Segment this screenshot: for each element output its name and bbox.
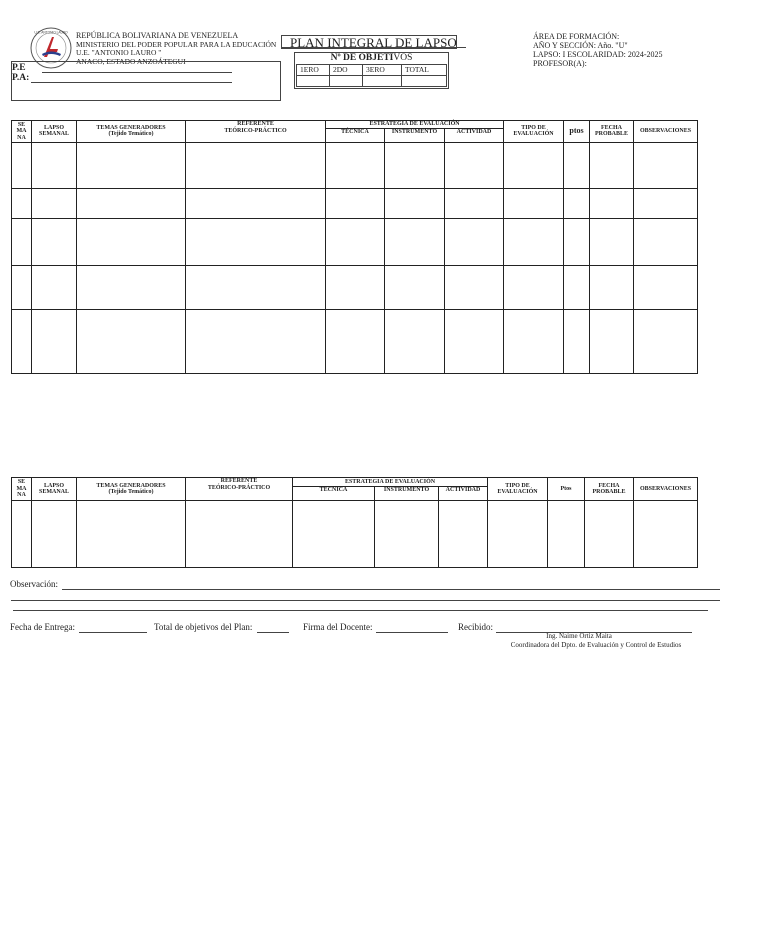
table-row: [12, 265, 698, 309]
pe-field[interactable]: [42, 72, 232, 73]
col-tecnica: TECNICA: [293, 487, 375, 501]
col-temas: TEMAS GENERADORES (Tejido Temático): [77, 478, 186, 501]
col-semana: SE MA NA: [12, 478, 32, 501]
col-tipo: TIPO DE EVALUACIÓN: [504, 121, 564, 143]
objectives-title-bold: Nº DE OBJETI: [330, 53, 394, 63]
col-instrumento: INSTRUMENTO: [385, 128, 445, 142]
col-estrategia: ESTRATEGIA DE EVALUACIÓN: [326, 121, 504, 129]
col-instrumento: INSTRUMENTO: [375, 487, 439, 501]
col-semana: SE MA NA: [12, 121, 32, 143]
lapso-label: LAPSO: I ESCOLARIDAD: 2024-2025: [533, 50, 663, 59]
plan-table-1: [11, 120, 698, 374]
observacion-label: Observación:: [10, 579, 58, 589]
fecha-entrega-field[interactable]: [79, 632, 147, 633]
col-fecha: FECHA PROBABLE: [590, 121, 634, 143]
fecha-entrega-label: Fecha de Entrega:: [10, 622, 75, 632]
observacion-line-1[interactable]: [62, 589, 720, 590]
objectives-col-1: 1ERO: [297, 65, 330, 76]
objectives-value-3[interactable]: [363, 76, 402, 87]
objectives-value-total[interactable]: [402, 76, 447, 87]
observacion-line-2[interactable]: [11, 600, 720, 601]
pa-field[interactable]: [31, 82, 232, 83]
col-tecnica: TÉCNICA: [326, 128, 385, 142]
col-referente: REFERENTE TEÓRICO-PRÁCTICO: [186, 121, 326, 143]
course-info: [533, 32, 663, 68]
title-underline: [281, 47, 466, 48]
col-estrategia: ESTRATEGIA DE EVALUACIÓN: [293, 478, 488, 487]
objectives-title: [294, 53, 449, 63]
table-row: [12, 309, 698, 373]
logo-text: U.E. ANTONIO LAURO: [34, 30, 68, 35]
firma-docente-label: Firma del Docente:: [303, 622, 373, 632]
header-location: ANACO, ESTADO ANZOÁTEGUI: [76, 56, 186, 66]
pa-label: P.A:: [12, 73, 30, 83]
pe-label: P.E: [12, 63, 26, 73]
col-referente: REFERENTE TEÓRICO-PRÁCTICO: [186, 478, 293, 501]
col-observaciones: OBSERVACIONES: [634, 478, 698, 501]
observacion-line-3[interactable]: [13, 610, 708, 611]
pe-pa-box: [11, 61, 281, 101]
page-title: PLAN INTEGRAL DE LAPSO: [281, 35, 457, 49]
col-fecha: FECHA PROBABLE: [585, 478, 634, 501]
col-actividad: ACTIVIDAD: [445, 128, 504, 142]
col-actividad: ACTIVIDAD: [439, 487, 488, 501]
col-lapso-semanal: LAPSO SEMANAL: [32, 478, 77, 501]
signer-name: Ing. Naime Ortiz Maita: [546, 632, 612, 640]
plan-table-2: [11, 477, 698, 568]
objectives-col-total: TOTAL: [402, 65, 447, 76]
header-school: U.E. "ANTONIO LAURO ": [76, 48, 162, 57]
header-republic: REPÚBLICA BOLIVARIANA DE VENEZUELA: [76, 31, 239, 40]
objectives-value-1[interactable]: [297, 76, 330, 87]
table-row: [12, 188, 698, 218]
total-objetivos-label: Total de objetivos del Plan:: [154, 622, 253, 632]
header-ministry: MINISTERIO DEL PODER POPULAR PARA LA EDUCACIÓN: [76, 39, 277, 49]
col-ptos: ptos: [564, 121, 590, 143]
objectives-value-2[interactable]: [330, 76, 363, 87]
col-temas: TEMAS GENERADORES (Tejido Temático): [77, 121, 186, 143]
table-row: [12, 501, 698, 568]
col-lapso-semanal: LAPSO SEMANAL: [32, 121, 77, 143]
objectives-table: [296, 64, 447, 87]
signer-role: Coordinadora del Dpto. de Evaluación y Control de Estudios: [510, 641, 682, 649]
objectives-title-rest: VOS: [393, 53, 413, 63]
objectives-col-2: 2DO: [330, 65, 363, 76]
col-observaciones: OBSERVACIONES: [634, 121, 698, 143]
profesor-label: PROFESOR(A):: [533, 59, 587, 68]
firma-docente-field[interactable]: [376, 632, 448, 633]
col-ptos: Ptos: [548, 478, 585, 501]
area-label: ÁREA DE FORMACIÓN:: [533, 32, 620, 41]
col-tipo: TIPO DE EVALUACIÓN: [488, 478, 548, 501]
recibido-label: Recibido:: [458, 622, 493, 632]
table-row: [12, 218, 698, 265]
table-row: [12, 142, 698, 188]
objectives-col-3: 3ERO: [363, 65, 402, 76]
total-objetivos-field[interactable]: [257, 632, 289, 633]
anio-label: AÑO Y SECCIÓN: Año. "U": [533, 41, 628, 50]
